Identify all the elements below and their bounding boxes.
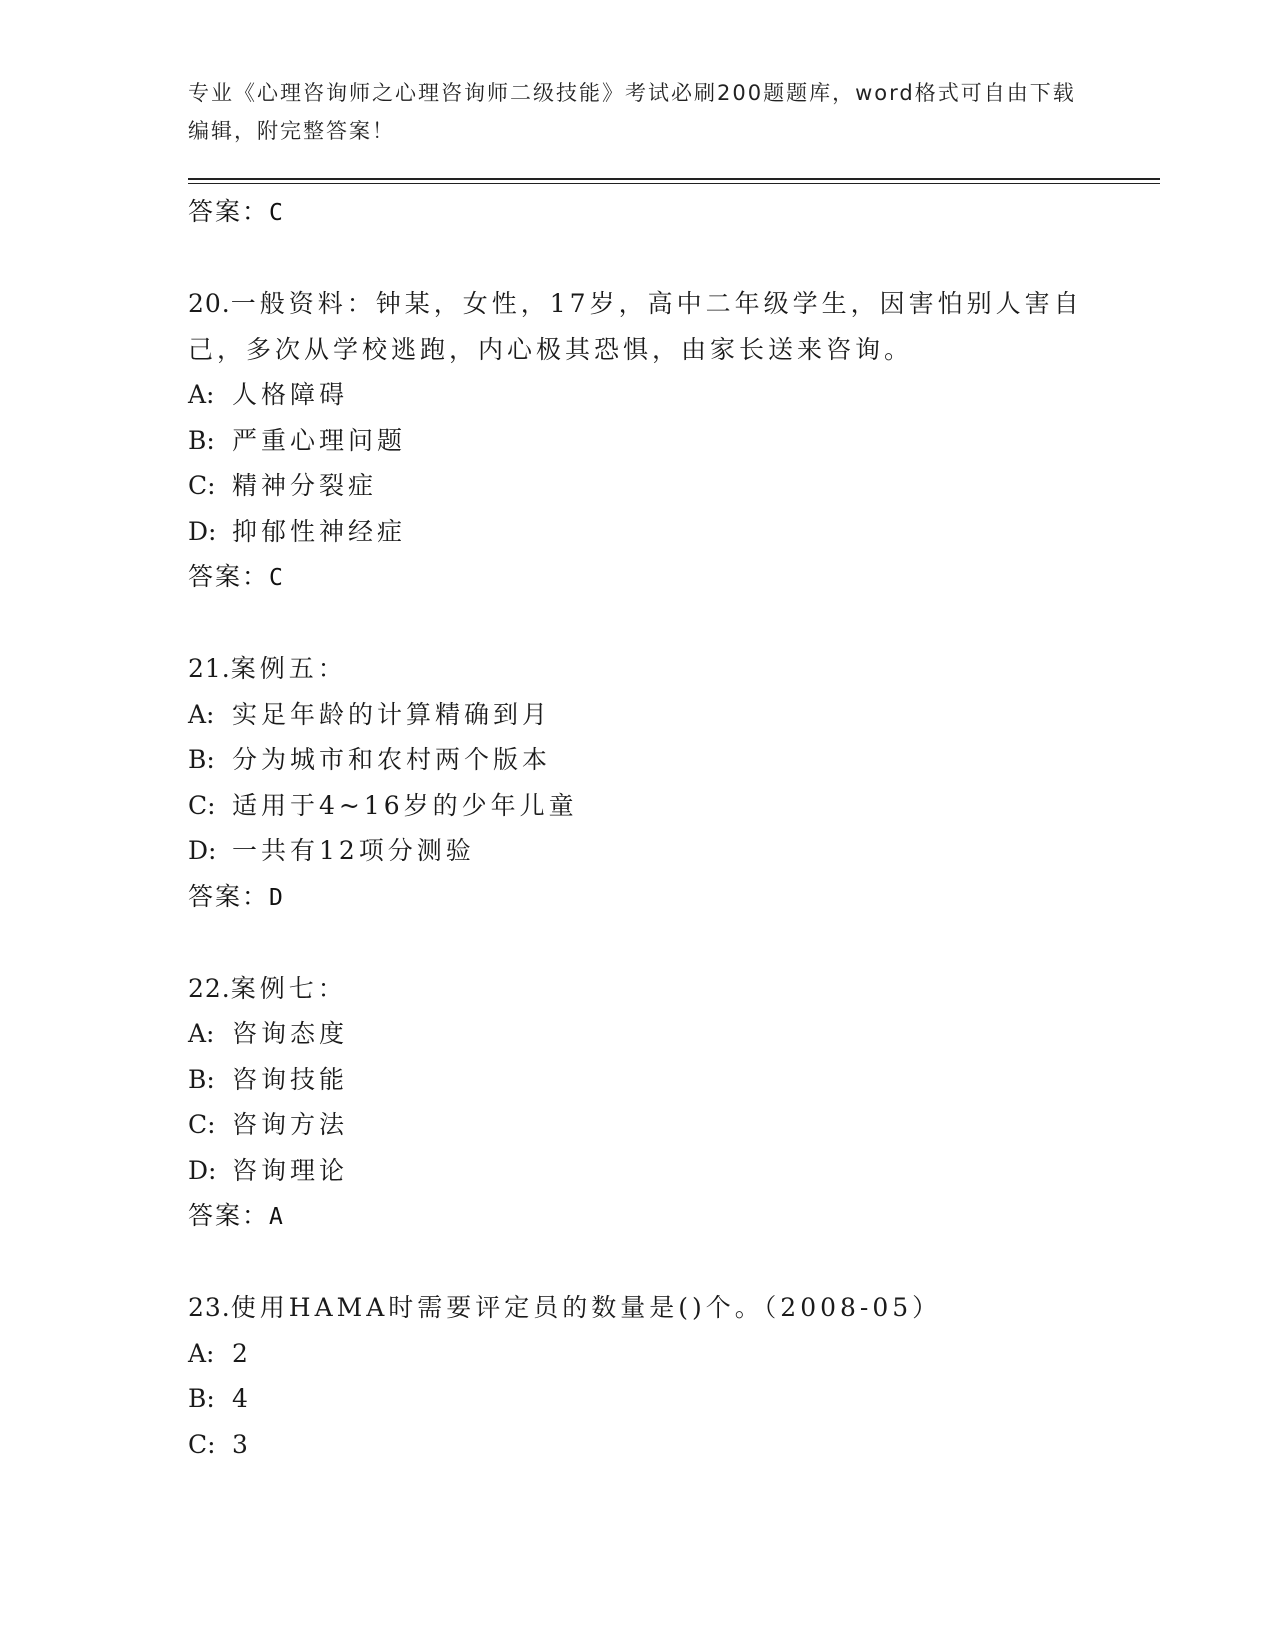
option-text: 人格障碍 — [232, 380, 349, 409]
question-text: 案例七： — [230, 973, 347, 1003]
option-b — [188, 418, 1088, 464]
question-number: 20. — [188, 289, 231, 318]
option-letter: C: — [188, 1429, 216, 1459]
header-divider-thick — [188, 178, 1160, 180]
option-letter: B: — [188, 1064, 215, 1094]
question-number: 21. — [188, 654, 231, 683]
option-text: 咨询方法 — [232, 1110, 349, 1139]
answer-line — [188, 874, 1088, 920]
option-text: 咨询技能 — [232, 1064, 349, 1094]
option-letter: A: — [188, 1338, 215, 1368]
answer-label: 答案： — [188, 562, 270, 591]
question-number: 23. — [188, 1293, 231, 1322]
option-text: 适用于4~16岁的少年儿童 — [232, 790, 578, 820]
answer-line — [188, 189, 1088, 235]
option-letter: A: — [188, 1019, 215, 1048]
option-text: 实足年龄的计算精确到月 — [232, 699, 552, 729]
question-21 — [188, 646, 1088, 920]
option-letter: C: — [188, 471, 216, 500]
header-divider-thin — [188, 183, 1160, 184]
question-23 — [188, 1285, 1088, 1467]
question-stem — [188, 1285, 1088, 1331]
option-text: 4 — [232, 1384, 252, 1413]
option-text: 3 — [232, 1429, 252, 1459]
option-letter: D: — [188, 1155, 217, 1185]
option-text: 一共有12项分测验 — [232, 836, 475, 865]
option-letter: A: — [188, 699, 215, 729]
option-text: 抑郁性神经症 — [232, 516, 407, 546]
option-b — [188, 737, 1088, 783]
answer-value: C — [269, 565, 285, 591]
question-stem — [188, 646, 1088, 692]
option-text: 咨询理论 — [232, 1155, 349, 1185]
question-20 — [188, 281, 1088, 600]
option-c — [188, 463, 1088, 509]
option-d — [188, 828, 1088, 874]
question-22 — [188, 966, 1088, 1240]
question-text: 案例五： — [230, 654, 347, 683]
option-text: 精神分裂症 — [232, 471, 378, 500]
option-text: 咨询态度 — [232, 1019, 349, 1048]
option-letter: D: — [188, 516, 217, 546]
option-c — [188, 1102, 1088, 1148]
question-list — [188, 189, 1088, 1467]
option-d — [188, 1148, 1088, 1194]
option-letter: C: — [188, 1110, 216, 1139]
option-text: 分为城市和农村两个版本 — [232, 745, 552, 774]
answer-line — [188, 1193, 1088, 1239]
option-letter: A: — [188, 380, 215, 409]
option-c — [188, 783, 1088, 829]
question-stem — [188, 966, 1088, 1012]
option-letter: C: — [188, 790, 216, 820]
option-c — [188, 1422, 1088, 1468]
option-d — [188, 509, 1088, 555]
option-text: 严重心理问题 — [232, 425, 407, 455]
answer-label: 答案： — [188, 1201, 270, 1230]
answer-value: C — [269, 200, 285, 226]
question-text: 使用HAMA时需要评定员的数量是()个。（2008-05） — [230, 1293, 942, 1322]
question-text: 一般资料：钟某，女性，17岁，高中二年级学生，因害怕别人害自己，多次从学校逃跑，内心极其恐惧，由家长送来咨询。 — [188, 289, 1083, 364]
option-a — [188, 692, 1088, 738]
option-letter: B: — [188, 1384, 215, 1413]
option-a — [188, 1331, 1088, 1377]
option-letter: B: — [188, 425, 215, 455]
question-number: 22. — [188, 973, 231, 1003]
option-b — [188, 1057, 1088, 1103]
option-letter: B: — [188, 745, 215, 774]
option-a — [188, 372, 1088, 418]
answer-label: 答案： — [188, 197, 270, 226]
option-text: 2 — [232, 1338, 252, 1368]
question-stem — [188, 281, 1088, 372]
answer-value: A — [269, 1204, 285, 1230]
document-header: 专业《心理咨询师之心理咨询师二级技能》考试必刷200题题库，word格式可自由下载编辑，附完整答案！ — [188, 81, 1076, 143]
option-b — [188, 1376, 1088, 1422]
answer-line — [188, 554, 1088, 600]
option-letter: D: — [188, 836, 217, 865]
answer-value: D — [269, 884, 285, 911]
option-a — [188, 1011, 1088, 1057]
answer-label: 答案： — [188, 881, 270, 911]
